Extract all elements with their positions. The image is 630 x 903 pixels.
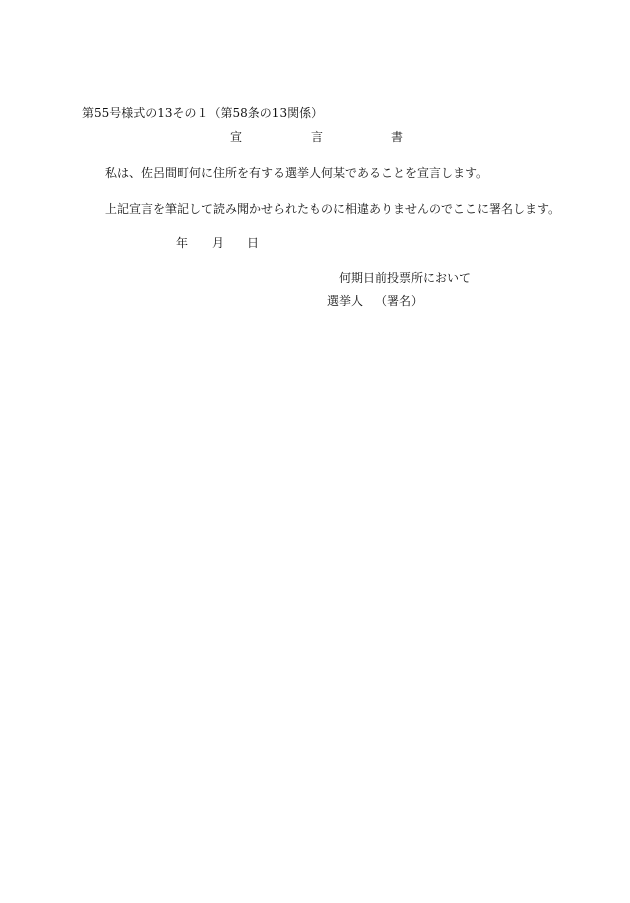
date-day-label: 日 [247, 236, 260, 250]
signature-label: （署名） [375, 294, 424, 308]
form-reference: 第55号様式の13その１（第58条の13関係） [82, 106, 324, 120]
signature-paragraph: 上記宣言を筆記して読み聞かせられたものに相違ありませんのでここに署名します。 [105, 202, 561, 216]
document-title-char-2: 言 [311, 130, 324, 144]
voter-label: 選挙人 [327, 294, 364, 308]
document-title-char-3: 書 [391, 130, 404, 144]
date-year-label: 年 [176, 236, 189, 250]
declaration-paragraph: 私は、佐呂間町何に住所を有する選挙人何某であることを宣言します。 [105, 166, 489, 180]
document-title-char-1: 宣 [230, 130, 243, 144]
date-month-label: 月 [212, 236, 225, 250]
polling-place: 何期日前投票所において [339, 271, 472, 285]
